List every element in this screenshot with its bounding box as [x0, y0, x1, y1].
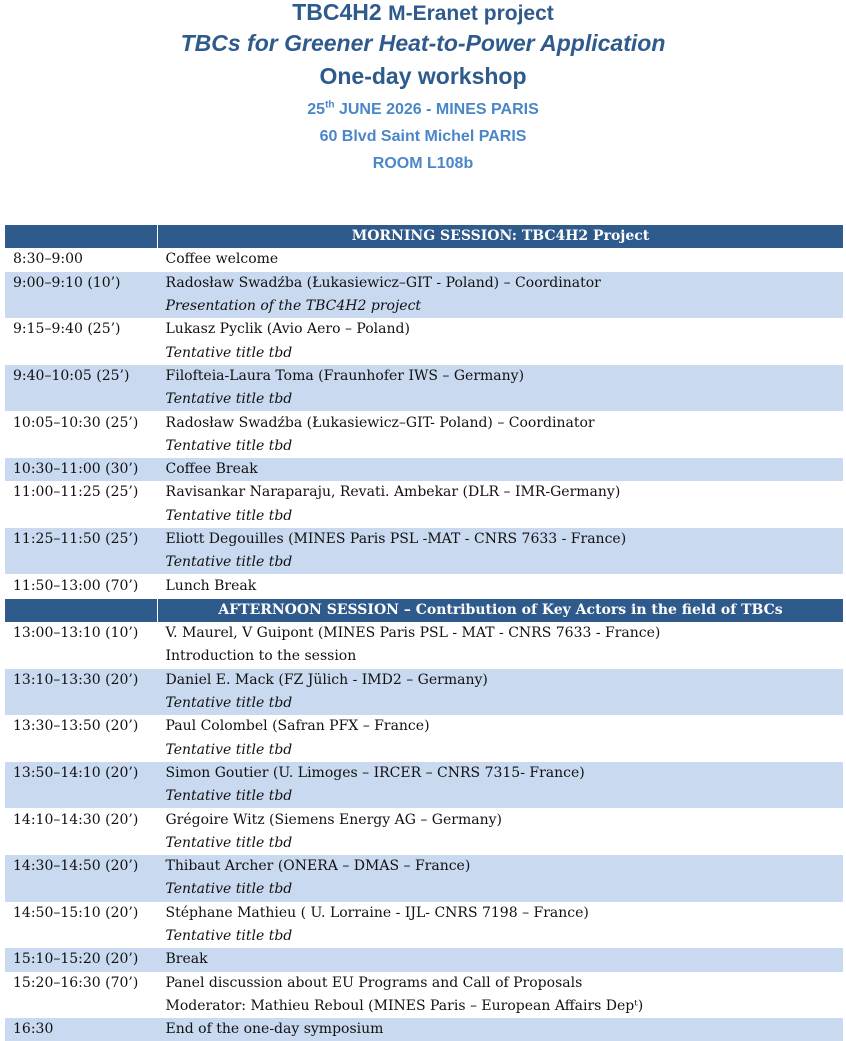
agenda-row: [5, 669, 843, 692]
agenda-talk-title: Tentative title tbd: [165, 344, 293, 361]
agenda-speaker: Coffee Break: [158, 458, 844, 481]
agenda-row: [5, 248, 843, 271]
agenda-table: [5, 224, 843, 1041]
agenda-row: [5, 528, 843, 551]
agenda-speaker: Ravisankar Naraparaju, Revati. Ambekar (DLR – IMR-Germany): [165, 484, 621, 501]
session-header: [5, 225, 843, 249]
agenda-speaker: Stéphane Mathieu ( U. Lorraine - IJL- CNRS 7198 – France): [165, 904, 589, 921]
agenda-time: [5, 341, 158, 364]
agenda-speaker: Daniel E. Mack (FZ Jülich - IMD2 – Germany): [158, 669, 844, 692]
agenda-row: [5, 692, 843, 715]
agenda-time: [5, 925, 158, 948]
agenda-row: [5, 295, 843, 318]
date-rest: JUNE 2026 - MINES PARIS: [338, 101, 539, 118]
agenda-speaker: Coffee welcome: [165, 251, 279, 268]
agenda-speaker: Thibaut Archer (ONERA – DMAS – France): [158, 855, 844, 878]
event-address: 60 Blvd Saint Michel PARIS: [319, 128, 527, 145]
project-subtitle: TBCs for Greener Heat-to-Power Application: [180, 30, 666, 56]
event-date: [0, 96, 846, 123]
agenda-time: 11:00–11:25 (25’): [13, 484, 139, 501]
agenda-row: [5, 972, 843, 995]
agenda-speaker: Break: [158, 948, 844, 971]
agenda-talk-title: Moderator: Mathieu Reboul (MINES Paris – European Affairs Depᵗ): [165, 997, 644, 1014]
agenda-row: [5, 272, 843, 295]
agenda-time: [5, 785, 158, 808]
agenda-row: [5, 925, 843, 948]
agenda-speaker: Paul Colombel (Safran PFX – France): [165, 718, 430, 735]
agenda-talk-title: Tentative title tbd: [165, 507, 293, 524]
agenda-row: [5, 388, 843, 411]
session-header-spacer: [5, 598, 158, 622]
date-suffix: th: [325, 99, 335, 111]
project-suffix: M-Eranet project: [388, 2, 554, 25]
date-day: 25: [307, 101, 326, 118]
agenda-time: 9:15–9:40 (25’): [13, 321, 121, 338]
agenda-talk-title: Tentative title tbd: [158, 692, 844, 715]
agenda-talk-title: Presentation of the TBC4H2 project: [158, 295, 844, 318]
agenda-time: 14:50–15:10 (20’): [13, 904, 139, 921]
agenda-time: 14:30–14:50 (20’): [5, 855, 158, 878]
agenda-time: 15:10–15:20 (20’): [5, 948, 158, 971]
agenda-row: [5, 902, 843, 925]
agenda-row: [5, 622, 843, 645]
agenda-time: 9:00–9:10 (10’): [5, 272, 158, 295]
agenda-row: [5, 995, 843, 1018]
agenda-speaker: Lukasz Pyclik (Avio Aero – Poland): [165, 321, 410, 338]
agenda-time: 11:25–11:50 (25’): [5, 528, 158, 551]
agenda-speaker: Grégoire Witz (Siemens Energy AG – Germany): [165, 811, 502, 828]
agenda-row: [5, 574, 843, 598]
agenda-row: [5, 435, 843, 458]
agenda-speaker: V. Maurel, V Guipont (MINES Paris PSL - MAT - CNRS 7633 - France): [165, 625, 661, 642]
agenda-time: 9:40–10:05 (25’): [5, 365, 158, 388]
agenda-time: 10:05–10:30 (25’): [13, 414, 139, 431]
agenda-row: [5, 481, 843, 504]
session-title: MORNING SESSION: TBC4H2 Project: [158, 225, 844, 249]
agenda-time: 13:00–13:10 (10’): [13, 625, 139, 642]
document-header: [0, 0, 846, 177]
session-header: [5, 598, 843, 622]
event-room: ROOM L108b: [372, 155, 474, 172]
agenda-time: 14:10–14:30 (20’): [13, 811, 139, 828]
agenda-talk-title: Tentative title tbd: [158, 551, 844, 574]
agenda-row: [5, 832, 843, 855]
agenda-time: 11:50–13:00 (70’): [13, 577, 139, 594]
agenda-time: [5, 505, 158, 528]
session-title: AFTERNOON SESSION – Contribution of Key Actors in the field of TBCs: [158, 598, 844, 622]
agenda-row: [5, 785, 843, 808]
agenda-talk-title: Tentative title tbd: [158, 878, 844, 901]
agenda-time: 13:30–13:50 (20’): [13, 718, 139, 735]
agenda-time: [5, 739, 158, 762]
agenda-speaker: Radosław Swadźba (Łukasiewicz–GIT - Poland) – Coordinator: [158, 272, 844, 295]
agenda-row: [5, 318, 843, 341]
agenda-time: 8:30–9:00: [13, 251, 83, 268]
agenda-time: [5, 832, 158, 855]
agenda-time: [5, 645, 158, 668]
project-title: [0, 0, 846, 26]
agenda-speaker: Panel discussion about EU Programs and Call of Proposals: [165, 974, 583, 991]
agenda-time: [5, 692, 158, 715]
agenda-time: [5, 435, 158, 458]
event-title: One-day workshop: [319, 63, 527, 89]
agenda-time: [5, 995, 158, 1018]
agenda-time: [5, 878, 158, 901]
agenda-row: [5, 365, 843, 388]
agenda-speaker: Simon Goutier (U. Limoges – IRCER – CNRS 7315- France): [158, 762, 844, 785]
agenda-speaker: Eliott Degouilles (MINES Paris PSL -MAT - CNRS 7633 - France): [158, 528, 844, 551]
agenda-row: [5, 645, 843, 668]
agenda-row: [5, 855, 843, 878]
agenda-row: [5, 715, 843, 738]
agenda-talk-title: Tentative title tbd: [165, 928, 293, 945]
agenda-talk-title: Tentative title tbd: [165, 741, 293, 758]
agenda-talk-title: Tentative title tbd: [158, 785, 844, 808]
agenda-row: [5, 458, 843, 481]
agenda-row: [5, 551, 843, 574]
agenda-time: 10:30–11:00 (30’): [5, 458, 158, 481]
agenda-row: [5, 948, 843, 971]
session-header-spacer: [5, 225, 158, 249]
agenda-row: [5, 739, 843, 762]
project-code: TBC4H2: [292, 0, 382, 25]
agenda-row: [5, 505, 843, 528]
agenda-time: 13:10–13:30 (20’): [5, 669, 158, 692]
agenda-talk-title: Tentative title tbd: [165, 834, 293, 851]
agenda-row: [5, 341, 843, 364]
agenda-speaker: End of the one-day symposium: [158, 1018, 844, 1041]
agenda-speaker: Radosław Swadźba (Łukasiewicz–GIT- Poland) – Coordinator: [165, 414, 595, 431]
agenda-talk-title: Tentative title tbd: [158, 388, 844, 411]
agenda-speaker: Lunch Break: [165, 577, 257, 594]
agenda-time: [5, 551, 158, 574]
agenda-row: [5, 762, 843, 785]
agenda-time: [5, 295, 158, 318]
agenda-row: [5, 411, 843, 434]
agenda-time: 13:50–14:10 (20’): [5, 762, 158, 785]
agenda-time: 16:30: [5, 1018, 158, 1041]
agenda-speaker: Filofteia-Laura Toma (Fraunhofer IWS – Germany): [158, 365, 844, 388]
agenda-time: 15:20–16:30 (70’): [13, 974, 139, 991]
agenda-talk-title: Introduction to the session: [165, 648, 357, 665]
agenda-row: [5, 808, 843, 831]
agenda-time: [5, 388, 158, 411]
agenda-row: [5, 878, 843, 901]
event-info: [0, 96, 846, 177]
agenda-talk-title: Tentative title tbd: [165, 437, 293, 454]
